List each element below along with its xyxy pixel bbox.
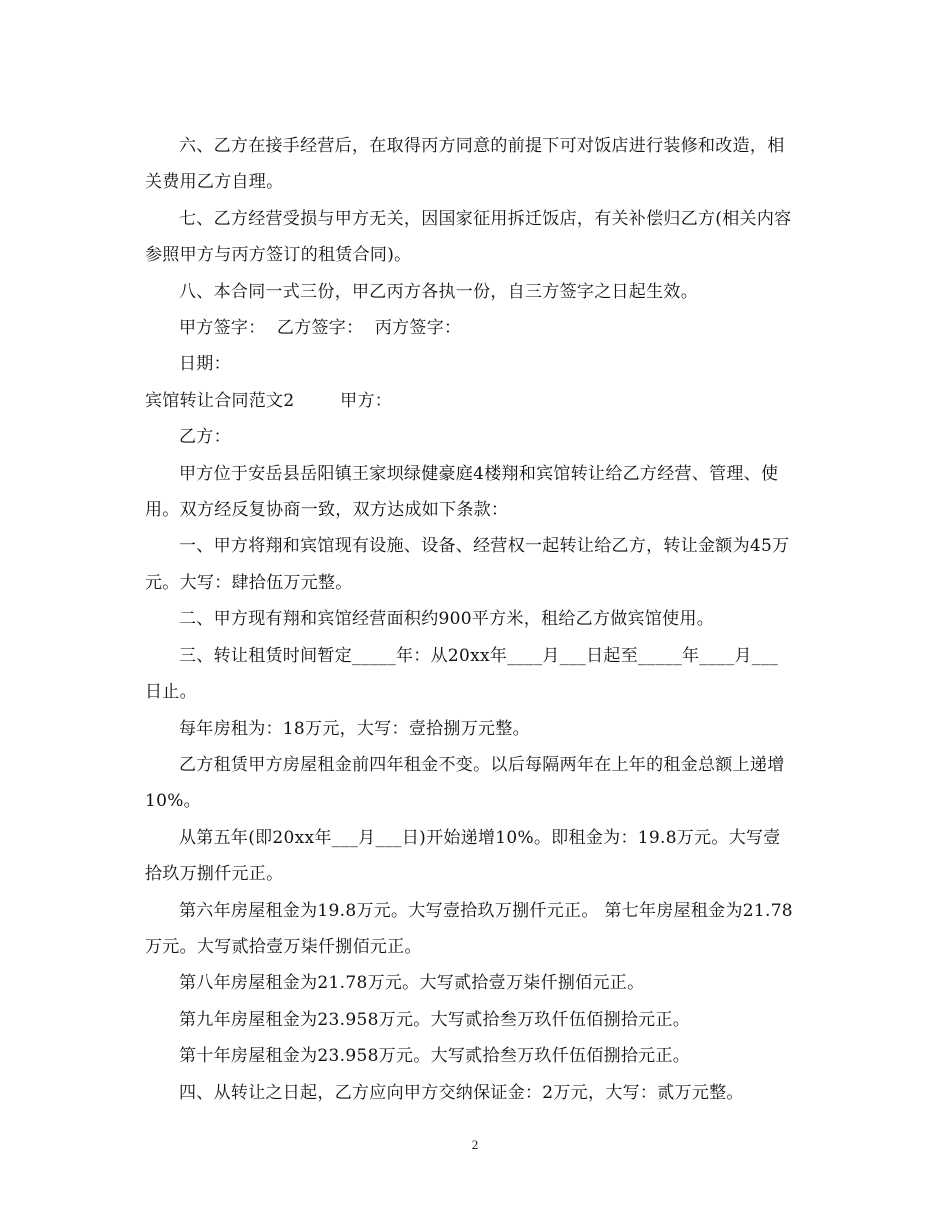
clause-eight: 八、本合同一式三份，甲乙丙方各执一份，自三方签字之日起生效。 <box>179 281 698 302</box>
rent-year-ten: 第十年房屋租金为23.958万元。大写贰拾叁万玖仟伍佰捌拾元正。 <box>179 1046 691 1067</box>
rent-increase-rule: 乙方租赁甲方房屋租金前四年租金不变。以后每隔两年在上年的租金总额上递增10%。 <box>145 754 785 812</box>
contract-heading: 宾馆转让合同范文2 甲方： <box>145 390 393 411</box>
clause-four: 四、从转让之日起，乙方应向甲方交纳保证金：2万元，大写：贰万元整。 <box>179 1082 744 1103</box>
page-number: 2 <box>471 1137 479 1152</box>
document-body <box>145 128 795 1111</box>
clause-three: 三、转让租赁时间暂定_____年：从20xx年____月___日起至_____年____月___日止。 <box>145 645 779 703</box>
signature-line: 甲方签字： 乙方签字： 丙方签字： <box>179 318 462 339</box>
preamble: 甲方位于安岳县岳阳镇王家坝绿健豪庭4楼翔和宾馆转让给乙方经营、管理、使用。双方经反复协商一致，双方达成如下条款： <box>145 463 779 521</box>
clause-seven: 七、乙方经营受损与甲方无关，因国家征用拆迁饭店，有关补偿归乙方(相关内容参照甲方与丙方签订的租赁合同)。 <box>145 208 792 266</box>
date-line: 日期： <box>179 354 231 375</box>
clause-six: 六、乙方在接手经营后，在取得丙方同意的前提下可对饭店进行装修和改造，相关费用乙方自理。 <box>145 136 785 193</box>
annual-rent: 每年房租为：18万元，大写：壹拾捌万元整。 <box>179 718 530 739</box>
rent-year-eight: 第八年房屋租金为21.78万元。大写贰拾壹万柒仟捌佰元正。 <box>179 973 645 994</box>
clause-one: 一、甲方将翔和宾馆现有设施、设备、经营权一起转让给乙方，转让金额为45万元。大写：肆拾伍万元整。 <box>145 536 790 593</box>
rent-year-five: 从第五年(即20xx年___月___日)开始递增10%。即租金为：19.8万元。大写壹拾玖万捌仟元正。 <box>145 827 781 885</box>
rent-year-six-seven: 第六年房屋租金为19.8万元。大写壹拾玖万捌仟元正。 第七年房屋租金为21.78万元。大写贰拾壹万柒仟捌佰元正。 <box>145 900 793 957</box>
party-b-line: 乙方： <box>179 427 231 448</box>
rent-year-nine: 第九年房屋租金为23.958万元。大写贰拾叁万玖仟伍佰捌拾元正。 <box>179 1009 691 1030</box>
clause-two: 二、甲方现有翔和宾馆经营面积约900平方米，租给乙方做宾馆使用。 <box>179 609 715 630</box>
